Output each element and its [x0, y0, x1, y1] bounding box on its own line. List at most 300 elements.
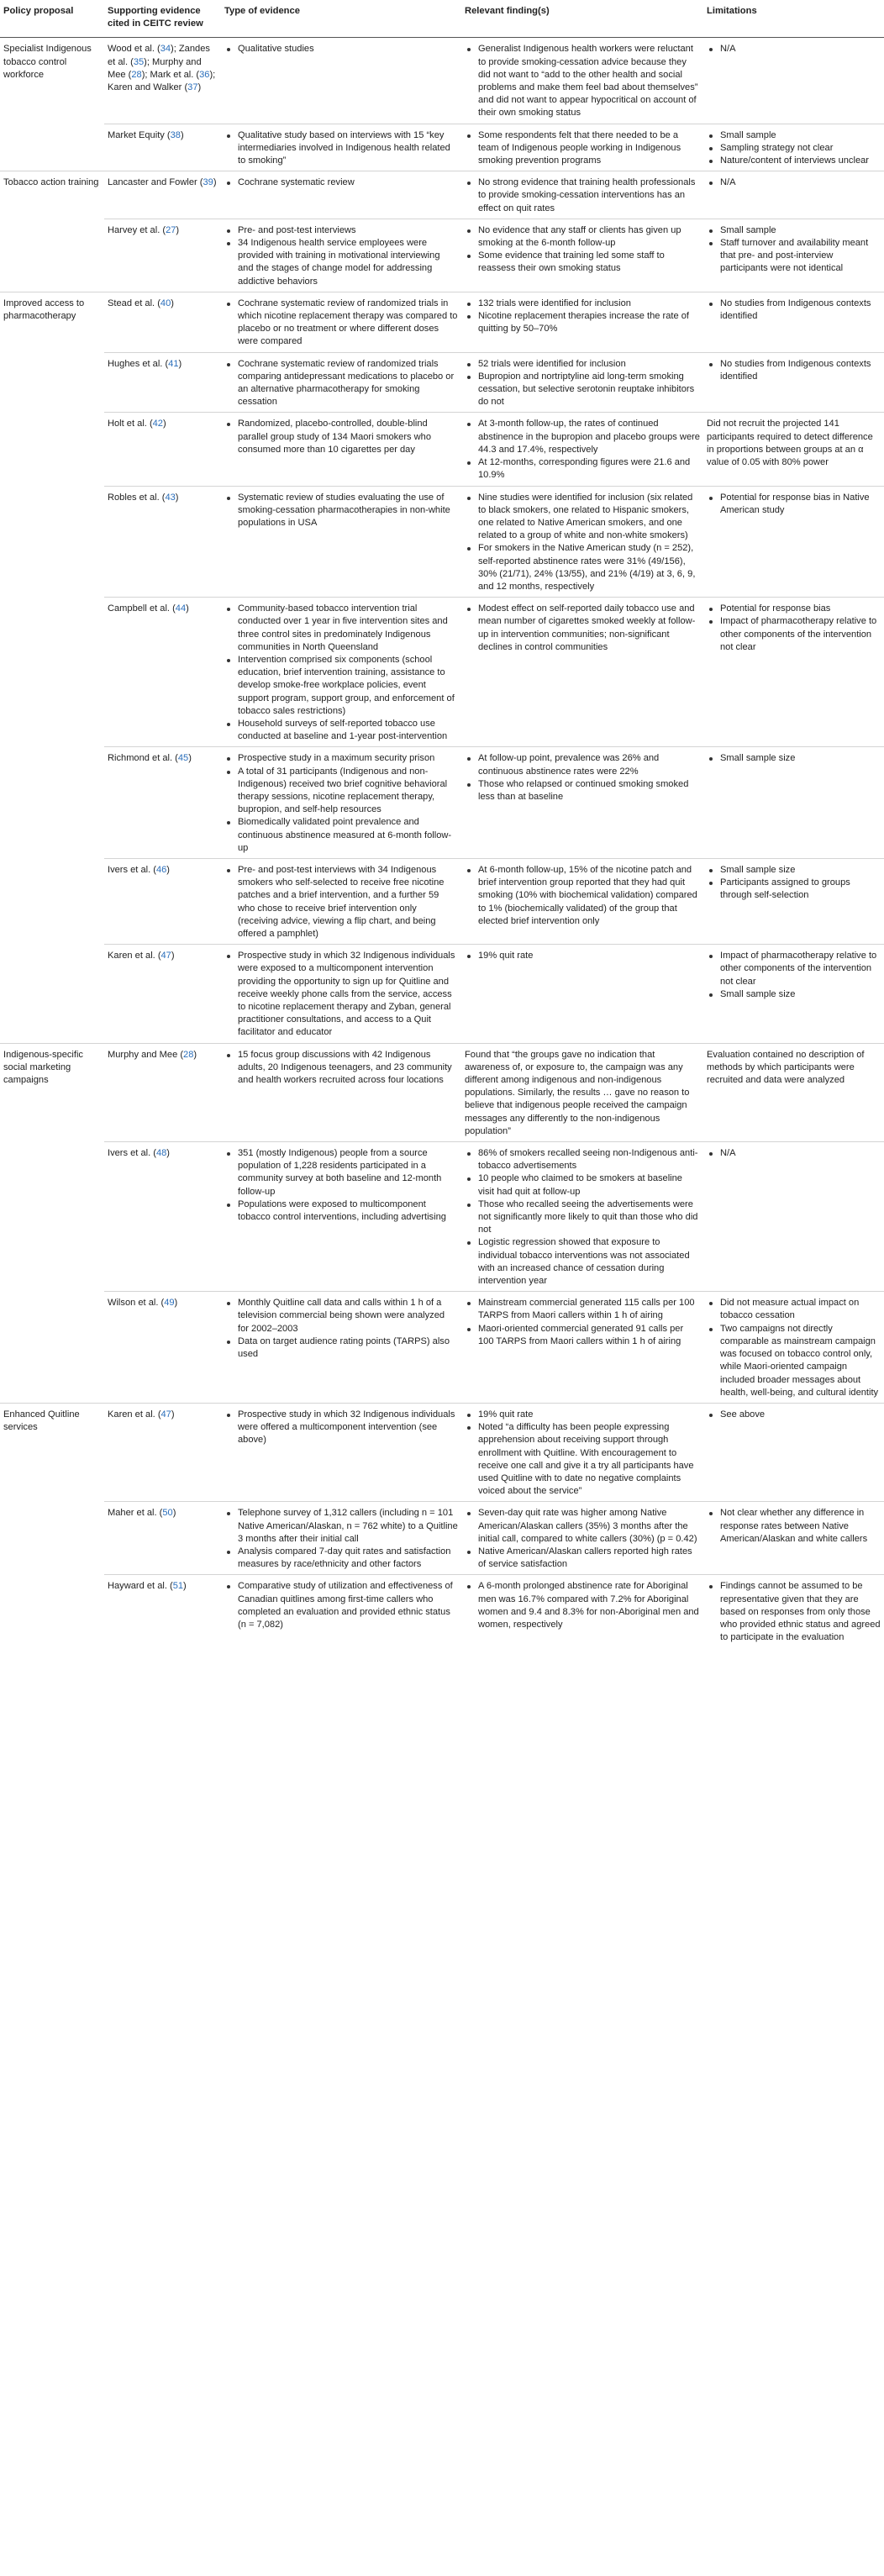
- policy-proposal-cell: [0, 1575, 104, 1648]
- supporting-evidence-cell: [104, 598, 221, 747]
- relevant-findings-cell: [461, 38, 703, 124]
- bullet-item: Prospective study in which 32 Indigenous individuals were exposed to a multicomponent intervention providing the opportunity to sign up for Quitline and receive weekly phone calls from the service, access to nicotine replacement therapy and Zyban, general practitioner consultations, and access to a Quit facilitator and educator: [238, 950, 458, 1039]
- bullet-item: For smokers in the Native American study (n = 252), self-reported abstinence rates were 31% (49/156), 30% (21/71), 24% (13/55), and 21% (4/19) at 3, 6, 9, and 12 months, respectively: [478, 542, 700, 593]
- table-row: [0, 1403, 884, 1501]
- source-text: ); Mark et al. (: [141, 69, 200, 80]
- bullet-item: Data on target audience rating points (TARPS) also used: [238, 1335, 458, 1361]
- limitations-cell-list: [707, 1580, 881, 1644]
- supporting-evidence-cell: [104, 1502, 221, 1575]
- type-of-evidence-cell-list: [224, 176, 458, 189]
- type-of-evidence-cell-list: [224, 224, 458, 288]
- type-of-evidence-cell: [221, 1502, 461, 1575]
- bullet-item: At 3-month follow-up, the rates of continued abstinence in the bupropion and placebo groups were 44.3 and 17.4%, respectively: [478, 418, 700, 456]
- relevant-findings-cell: [461, 1142, 703, 1292]
- source-text: ): [162, 419, 166, 429]
- limitations-cell-list: [707, 950, 881, 1001]
- bullet-item: See above: [720, 1409, 881, 1421]
- type-of-evidence-cell-list: [224, 1147, 458, 1224]
- source-text: ); Karen and Walker (: [108, 69, 216, 93]
- reference-link[interactable]: 45: [177, 753, 189, 764]
- reference-link[interactable]: 41: [168, 358, 179, 369]
- source-text: ): [172, 1508, 176, 1519]
- limitations-cell: [703, 1575, 884, 1648]
- bullet-item: Small sample: [720, 129, 881, 142]
- reference-link[interactable]: 28: [131, 69, 142, 80]
- source-text: ): [166, 864, 170, 875]
- policy-proposal-cell: [0, 124, 104, 171]
- reference-link[interactable]: 50: [162, 1508, 173, 1519]
- policy-proposal-cell: [0, 598, 104, 747]
- limitations-cell-list: [707, 1297, 881, 1399]
- policy-proposal-text: Improved access to pharmacotherapy: [3, 298, 85, 322]
- relevant-findings-cell: [461, 1403, 703, 1501]
- policy-proposal-text: Indigenous-specific social marketing campaigns: [3, 1049, 83, 1086]
- type-of-evidence-cell-list: [224, 358, 458, 409]
- bullet-item: Two campaigns not directly comparable as mainstream campaign was focused on tobacco control only, while Maori-oriented campaign included broader messages about health, well-being, and cultural identity: [720, 1323, 881, 1399]
- type-of-evidence-cell-list: [224, 603, 458, 743]
- bullet-item: Prospective study in a maximum security prison: [238, 752, 458, 765]
- relevant-findings-cell: [461, 747, 703, 859]
- relevant-findings-cell-list: [465, 224, 700, 276]
- source-text: Karen et al. (: [108, 1409, 161, 1420]
- limitations-cell: [703, 219, 884, 292]
- source-text: ): [188, 753, 192, 764]
- header-limitations: Limitations: [703, 0, 884, 38]
- policy-proposal-cell: [0, 1403, 104, 1501]
- bullet-item: Cochrane systematic review: [238, 176, 458, 189]
- source-text: ): [176, 224, 180, 235]
- bullet-item: A total of 31 participants (Indigenous and non-Indigenous) received two brief cognitive behavioral therapy sessions, nicotine replacement therapy, bupropion, and self-help resources: [238, 766, 458, 817]
- limitations-cell: [703, 1502, 884, 1575]
- relevant-findings-cell-list: [465, 864, 700, 928]
- relevant-findings-cell-list: [465, 1507, 700, 1571]
- bullet-item: Some respondents felt that there needed to be a team of Indigenous people working in Indigenous smoking prevention programs: [478, 129, 700, 168]
- type-of-evidence-cell: [221, 945, 461, 1043]
- supporting-evidence-cell: [104, 945, 221, 1043]
- table-row: [0, 945, 884, 1043]
- source-text: ): [171, 298, 174, 308]
- policy-proposal-text: Specialist Indigenous tobacco control workforce: [3, 44, 92, 80]
- type-of-evidence-cell: [221, 1403, 461, 1501]
- relevant-findings-cell-text: Found that “the groups gave no indication that awareness of, or exposure to, the campaign was any different among indigenous and non-indigenous populations. Similarly, the results … gave no reason to believe that indigenous people received the campaign messages any differently to the non-indigenous population”: [465, 1049, 690, 1136]
- bullet-item: Qualitative studies: [238, 43, 458, 55]
- type-of-evidence-cell-list: [224, 1507, 458, 1571]
- type-of-evidence-cell-list: [224, 1409, 458, 1447]
- policy-proposal-cell: [0, 945, 104, 1043]
- source-text: Richmond et al. (: [108, 753, 178, 764]
- supporting-evidence-cell: [104, 38, 221, 124]
- type-of-evidence-cell: [221, 38, 461, 124]
- bullet-item: Did not measure actual impact on tobacco cessation: [720, 1297, 881, 1322]
- bullet-item: Comparative study of utilization and effectiveness of Canadian quitlines among first-time callers who completed an evaluation and provided ethnic status (n = 7,082): [238, 1580, 458, 1631]
- relevant-findings-cell-list: [465, 43, 700, 119]
- table-row: [0, 858, 884, 944]
- limitations-cell-list: [707, 752, 881, 765]
- bullet-item: Intervention comprised six components (school education, brief intervention training, assistance to develop smoke-free workplace policies, event support program, support group, and enforcement of tobacco sales restrictions): [238, 654, 458, 718]
- relevant-findings-cell-list: [465, 950, 700, 962]
- source-text: ): [171, 1409, 175, 1420]
- relevant-findings-cell: [461, 598, 703, 747]
- bullet-item: Randomized, placebo-controlled, double-blind parallel group study of 134 Maori smokers who consumed more than 10 cigarettes per day: [238, 418, 458, 456]
- bullet-item: A 6-month prolonged abstinence rate for Aboriginal men was 16.7% compared with 7.2% for Aboriginal women and 9.4 and 8.3% for non-Aboriginal men and women, respectively: [478, 1580, 700, 1631]
- policy-proposal-cell: [0, 1502, 104, 1575]
- limitations-cell: [703, 945, 884, 1043]
- bullet-item: Cochrane systematic review of randomized trials comparing antidepressant medications to placebo or an alternative pharmacotherapy for smoking cessation: [238, 358, 458, 409]
- source-text: Harvey et al. (: [108, 224, 166, 235]
- bullet-item: Those who relapsed or continued smoking smoked less than at baseline: [478, 778, 700, 803]
- bullet-item: Impact of pharmacotherapy relative to other components of the intervention not clear: [720, 615, 881, 654]
- bullet-item: Impact of pharmacotherapy relative to other components of the intervention not clear: [720, 950, 881, 988]
- bullet-item: Community-based tobacco intervention trial conducted over 1 year in five intervention sites and three control sites in predominately Indigenous communities in North Queensland: [238, 603, 458, 654]
- bullet-item: Small sample size: [720, 864, 881, 877]
- source-text: ): [180, 129, 184, 140]
- limitations-cell: [703, 486, 884, 598]
- bullet-item: 34 Indigenous health service employees were provided with training in motivational interviewing and the stages of change model for addressing addictive behaviors: [238, 237, 458, 288]
- relevant-findings-cell: [461, 124, 703, 171]
- source-text: ): [166, 1148, 170, 1159]
- limitations-cell: [703, 413, 884, 486]
- supporting-evidence-cell: [104, 352, 221, 413]
- source-text: Market Equity (: [108, 129, 171, 140]
- bullet-item: Analysis compared 7-day quit rates and satisfaction measures by race/ethnicity and other factors: [238, 1546, 458, 1571]
- table-row: [0, 413, 884, 486]
- header-policy-proposal: Policy proposal: [0, 0, 104, 38]
- bullet-item: Potential for response bias in Native American study: [720, 492, 881, 517]
- supporting-evidence-cell: [104, 124, 221, 171]
- bullet-item: 19% quit rate: [478, 1409, 700, 1421]
- bullet-item: N/A: [720, 176, 881, 189]
- source-text: ); Murphy and Mee (: [108, 56, 202, 80]
- limitations-cell-list: [707, 358, 881, 383]
- bullet-item: Nature/content of interviews unclear: [720, 155, 881, 167]
- limitations-cell: [703, 124, 884, 171]
- bullet-item: Nine studies were identified for inclusion (six related to black smokers, one related to Hispanic smokers, one related to Native American smokers, and one related to a group of white and non-white smokers): [478, 492, 700, 543]
- header-type-of-evidence: Type of evidence: [221, 0, 461, 38]
- bullet-item: Findings cannot be assumed to be representative given that they are based on responses from only those who provided ethnic status and agreed to participate in the evaluation: [720, 1580, 881, 1644]
- table-header: [0, 0, 884, 38]
- relevant-findings-cell-list: [465, 418, 700, 482]
- source-text: ): [213, 177, 217, 188]
- source-text: ): [197, 82, 202, 93]
- bullet-item: Monthly Quitline call data and calls within 1 h of a television commercial being shown were analyzed for 2002–2003: [238, 1297, 458, 1335]
- reference-link[interactable]: 28: [183, 1049, 194, 1060]
- bullet-item: Pre- and post-test interviews with 34 Indigenous smokers who self-selected to receive free nicotine patches and a brief intervention, and a further 59 who chose to receive brief intervention only (receiving advice, viewing a flip chart, and being offered a pamphlet): [238, 864, 458, 940]
- limitations-cell: [703, 292, 884, 352]
- bullet-item: Populations were exposed to multicomponent tobacco control interventions, including advertising: [238, 1198, 458, 1224]
- relevant-findings-cell-list: [465, 1147, 700, 1288]
- header-relevant-findings: Relevant finding(s): [461, 0, 703, 38]
- policy-proposal-cell: [0, 1043, 104, 1141]
- source-text: ): [186, 603, 189, 614]
- table-row: [0, 486, 884, 598]
- limitations-cell: [703, 1292, 884, 1404]
- bullet-item: 86% of smokers recalled seeing non-Indigenous anti-tobacco advertisements: [478, 1147, 700, 1172]
- source-text: Hayward et al. (: [108, 1581, 173, 1592]
- reference-link[interactable]: 49: [164, 1298, 175, 1309]
- type-of-evidence-cell: [221, 219, 461, 292]
- type-of-evidence-cell-list: [224, 950, 458, 1039]
- bullet-item: 19% quit rate: [478, 950, 700, 962]
- relevant-findings-cell-list: [465, 492, 700, 594]
- relevant-findings-cell: [461, 352, 703, 413]
- bullet-item: Telephone survey of 1,312 callers (including n = 101 Native American/Alaskan, n = 762 white) to a Quitline 3 months after their initial call: [238, 1507, 458, 1546]
- bullet-item: 52 trials were identified for inclusion: [478, 358, 700, 371]
- policy-proposal-text: Enhanced Quitline services: [3, 1409, 80, 1433]
- limitations-cell: [703, 747, 884, 859]
- type-of-evidence-cell-list: [224, 418, 458, 456]
- bullet-item: Native American/Alaskan callers reported high rates of service satisfaction: [478, 1546, 700, 1571]
- type-of-evidence-cell: [221, 598, 461, 747]
- limitations-cell: [703, 352, 884, 413]
- bullet-item: Not clear whether any difference in response rates between Native American/Alaskan and white callers: [720, 1507, 881, 1546]
- bullet-item: Household surveys of self-reported tobacco use conducted at baseline and 1-year post-intervention: [238, 718, 458, 743]
- supporting-evidence-cell: [104, 747, 221, 859]
- policy-proposal-cell: [0, 219, 104, 292]
- source-text: Campbell et al. (: [108, 603, 176, 614]
- limitations-cell: [703, 598, 884, 747]
- reference-link[interactable]: 42: [152, 419, 163, 429]
- type-of-evidence-cell: [221, 486, 461, 598]
- bullet-item: N/A: [720, 1147, 881, 1160]
- bullet-item: Systematic review of studies evaluating the use of smoking-cessation pharmacotherapies in non-white populations in USA: [238, 492, 458, 530]
- type-of-evidence-cell-list: [224, 43, 458, 55]
- policy-proposal-cell: [0, 352, 104, 413]
- type-of-evidence-cell: [221, 352, 461, 413]
- table-row: [0, 1292, 884, 1404]
- bullet-item: No evidence that any staff or clients has given up smoking at the 6-month follow-up: [478, 224, 700, 250]
- source-text: ): [183, 1581, 187, 1592]
- table-row: [0, 1502, 884, 1575]
- relevant-findings-cell: [461, 486, 703, 598]
- supporting-evidence-cell: [104, 219, 221, 292]
- bullet-item: Sampling strategy not clear: [720, 142, 881, 155]
- type-of-evidence-cell-list: [224, 129, 458, 168]
- bullet-item: Pre- and post-test interviews: [238, 224, 458, 237]
- bullet-item: No studies from Indigenous contexts identified: [720, 298, 881, 323]
- bullet-item: Generalist Indigenous health workers were reluctant to provide smoking-cessation advice because they did not want to “add to the other health and social problems and make them feel bad about themselves” and did not want to appear hypocritical on account of their own smoking status: [478, 43, 700, 119]
- source-text: Wood et al. (: [108, 44, 160, 55]
- table-row: [0, 1043, 884, 1141]
- type-of-evidence-cell: [221, 1575, 461, 1648]
- bullet-item: Bupropion and nortriptyline aid long-term smoking cessation, but selective serotonin reuptake inhibitors do not: [478, 371, 700, 409]
- bullet-item: Potential for response bias: [720, 603, 881, 615]
- relevant-findings-cell-list: [465, 603, 700, 654]
- policy-proposal-cell: [0, 486, 104, 598]
- source-text: ): [193, 1049, 197, 1060]
- limitations-cell-list: [707, 43, 881, 55]
- supporting-evidence-cell: [104, 1575, 221, 1648]
- reference-link[interactable]: 38: [170, 129, 181, 140]
- limitations-cell: [703, 1142, 884, 1292]
- relevant-findings-cell-list: [465, 129, 700, 168]
- limitations-cell-list: [707, 864, 881, 903]
- bullet-item: Small sample size: [720, 988, 881, 1001]
- relevant-findings-cell-list: [465, 752, 700, 803]
- policy-proposal-cell: [0, 171, 104, 219]
- type-of-evidence-cell-list: [224, 298, 458, 349]
- reference-link[interactable]: 27: [166, 224, 176, 235]
- relevant-findings-cell: [461, 1043, 703, 1141]
- reference-link[interactable]: 39: [203, 177, 213, 188]
- source-text: Karen et al. (: [108, 951, 161, 961]
- table-row: [0, 598, 884, 747]
- type-of-evidence-cell-list: [224, 1049, 458, 1088]
- relevant-findings-cell-list: [465, 176, 700, 215]
- source-text: ): [178, 358, 182, 369]
- bullet-item: No studies from Indigenous contexts identified: [720, 358, 881, 383]
- type-of-evidence-cell: [221, 858, 461, 944]
- limitations-cell-list: [707, 298, 881, 323]
- type-of-evidence-cell-list: [224, 864, 458, 940]
- type-of-evidence-cell-list: [224, 752, 458, 855]
- limitations-cell: [703, 858, 884, 944]
- bullet-item: Prospective study in which 32 Indigenous individuals were offered a multicomponent intervention (see above): [238, 1409, 458, 1447]
- source-text: Ivers et al. (: [108, 1148, 156, 1159]
- bullet-item: Modest effect on self-reported daily tobacco use and mean number of cigarettes smoked weekly at follow-up in intervention communities; non-significant declines in control communities: [478, 603, 700, 654]
- supporting-evidence-cell: [104, 1292, 221, 1404]
- type-of-evidence-cell: [221, 1142, 461, 1292]
- source-text: Maher et al. (: [108, 1508, 163, 1519]
- relevant-findings-cell: [461, 1292, 703, 1404]
- table-row: [0, 352, 884, 413]
- reference-link[interactable]: 48: [155, 1148, 167, 1159]
- limitations-cell-list: [707, 176, 881, 189]
- reference-link[interactable]: 40: [160, 298, 171, 308]
- policy-proposal-cell: [0, 1292, 104, 1404]
- supporting-evidence-cell: [104, 858, 221, 944]
- source-text: ); Zandes et al. (: [108, 44, 210, 67]
- limitations-cell: [703, 1043, 884, 1141]
- bullet-item: 132 trials were identified for inclusion: [478, 298, 700, 310]
- supporting-evidence-cell: [104, 292, 221, 352]
- relevant-findings-cell-list: [465, 1409, 700, 1498]
- reference-link[interactable]: 46: [155, 864, 167, 875]
- source-text: ): [174, 1298, 178, 1309]
- table-row: [0, 38, 884, 124]
- table-row: [0, 292, 884, 352]
- table-row: [0, 124, 884, 171]
- bullet-item: Seven-day quit rate was higher among Native American/Alaskan callers (35%) 3 months after the initial call, compared to white callers (30%) (p = 0.42): [478, 1507, 700, 1546]
- policy-proposal-cell: [0, 292, 104, 352]
- bullet-item: Nicotine replacement therapies increase the rate of quitting by 50–70%: [478, 310, 700, 335]
- supporting-evidence-cell: [104, 486, 221, 598]
- table-row: [0, 171, 884, 219]
- bullet-item: Some evidence that training led some staff to reassess their own smoking status: [478, 250, 700, 275]
- type-of-evidence-cell: [221, 171, 461, 219]
- policy-proposal-cell: [0, 1142, 104, 1292]
- bullet-item: N/A: [720, 43, 881, 55]
- header-supporting-evidence: Supporting evidence cited in CEITC review: [104, 0, 221, 38]
- bullet-item: Cochrane systematic review of randomized trials in which nicotine replacement therapy was compared to placebo or no treatment or where different doses were compared: [238, 298, 458, 349]
- type-of-evidence-cell: [221, 124, 461, 171]
- type-of-evidence-cell-list: [224, 1580, 458, 1631]
- reference-link[interactable]: 37: [187, 82, 198, 93]
- reference-link[interactable]: 35: [133, 56, 145, 67]
- source-text: Hughes et al. (: [108, 358, 169, 369]
- bullet-item: Qualitative study based on interviews with 15 “key intermediaries involved in Indigenous health related to smoking”: [238, 129, 458, 168]
- policy-proposal-text: Tobacco action training: [3, 177, 99, 188]
- limitations-cell: [703, 38, 884, 124]
- source-text: ): [171, 951, 175, 961]
- limitations-cell-list: [707, 129, 881, 168]
- source-text: Holt et al. (: [108, 419, 153, 429]
- bullet-item: Biomedically validated point prevalence and continuous abstinence measured at 6-month follow-up: [238, 816, 458, 855]
- relevant-findings-cell: [461, 413, 703, 486]
- relevant-findings-cell: [461, 945, 703, 1043]
- bullet-item: 15 focus group discussions with 42 Indigenous adults, 20 Indigenous teenagers, and 23 community and health workers recruited across four locations: [238, 1049, 458, 1088]
- table-row: [0, 1575, 884, 1648]
- limitations-cell-list: [707, 1507, 881, 1546]
- type-of-evidence-cell: [221, 747, 461, 859]
- bullet-item: Maori-oriented commercial generated 91 calls per 100 TARPS from Maori callers within 1 h of airing: [478, 1323, 700, 1348]
- supporting-evidence-cell: [104, 1403, 221, 1501]
- limitations-cell-list: [707, 1409, 881, 1421]
- relevant-findings-cell: [461, 219, 703, 292]
- table-body: [0, 38, 884, 1647]
- policy-proposal-cell: [0, 747, 104, 859]
- table-row: [0, 1142, 884, 1292]
- type-of-evidence-cell: [221, 413, 461, 486]
- type-of-evidence-cell: [221, 1043, 461, 1141]
- relevant-findings-cell: [461, 1575, 703, 1648]
- limitations-cell-list: [707, 492, 881, 517]
- table-row: [0, 747, 884, 859]
- reference-link[interactable]: 43: [165, 492, 176, 503]
- bullet-item: Staff turnover and availability meant that pre- and post-interview participants were not identical: [720, 237, 881, 276]
- relevant-findings-cell: [461, 1502, 703, 1575]
- table-row: [0, 219, 884, 292]
- reference-link[interactable]: 34: [160, 44, 171, 55]
- reference-link[interactable]: 47: [160, 951, 171, 961]
- relevant-findings-cell: [461, 292, 703, 352]
- supporting-evidence-cell: [104, 1142, 221, 1292]
- type-of-evidence-cell-list: [224, 492, 458, 530]
- supporting-evidence-cell: [104, 413, 221, 486]
- reference-link[interactable]: 44: [175, 603, 187, 614]
- supporting-evidence-cell: [104, 171, 221, 219]
- bullet-item: 10 people who claimed to be smokers at baseline visit had quit at follow-up: [478, 1172, 700, 1198]
- source-text: Murphy and Mee (: [108, 1049, 184, 1060]
- bullet-item: Logistic regression showed that exposure to individual tobacco interventions was not associated with an increased chance of cessation during intervention year: [478, 1236, 700, 1288]
- limitations-cell-list: [707, 224, 881, 276]
- limitations-cell: [703, 1403, 884, 1501]
- reference-link[interactable]: 36: [199, 69, 210, 80]
- policy-proposal-cell: [0, 38, 104, 124]
- source-text: Ivers et al. (: [108, 864, 156, 875]
- relevant-findings-cell-list: [465, 1297, 700, 1348]
- bullet-item: Small sample size: [720, 752, 881, 765]
- bullet-item: Participants assigned to groups through self-selection: [720, 877, 881, 902]
- supporting-evidence-cell: [104, 1043, 221, 1141]
- source-text: Stead et al. (: [108, 298, 160, 308]
- relevant-findings-cell-list: [465, 358, 700, 409]
- relevant-findings-cell-list: [465, 1580, 700, 1631]
- bullet-item: Those who recalled seeing the advertisements were not significantly more likely to quit than those who did not: [478, 1198, 700, 1237]
- policy-proposal-cell: [0, 858, 104, 944]
- source-text: Wilson et al. (: [108, 1298, 165, 1309]
- source-text: Lancaster and Fowler (: [108, 177, 203, 188]
- bullet-item: No strong evidence that training health professionals to provide smoking-cessation interventions has an effect on quit rates: [478, 176, 700, 215]
- bullet-item: At 6-month follow-up, 15% of the nicotine patch and brief intervention group reported that they had quit smoking (10% with biochemical validation) compared to 1% (biochemically validated) of the group that elected brief intervention only: [478, 864, 700, 928]
- reference-link[interactable]: 51: [172, 1581, 184, 1592]
- bullet-item: Mainstream commercial generated 115 calls per 100 TARPS from Maori callers within 1 h of airing: [478, 1297, 700, 1322]
- source-text: ): [175, 492, 179, 503]
- relevant-findings-cell: [461, 171, 703, 219]
- reference-link[interactable]: 47: [160, 1409, 171, 1420]
- bullet-item: Small sample: [720, 224, 881, 237]
- relevant-findings-cell-list: [465, 298, 700, 336]
- bullet-item: At follow-up point, prevalence was 26% and continuous abstinence rates were 22%: [478, 752, 700, 777]
